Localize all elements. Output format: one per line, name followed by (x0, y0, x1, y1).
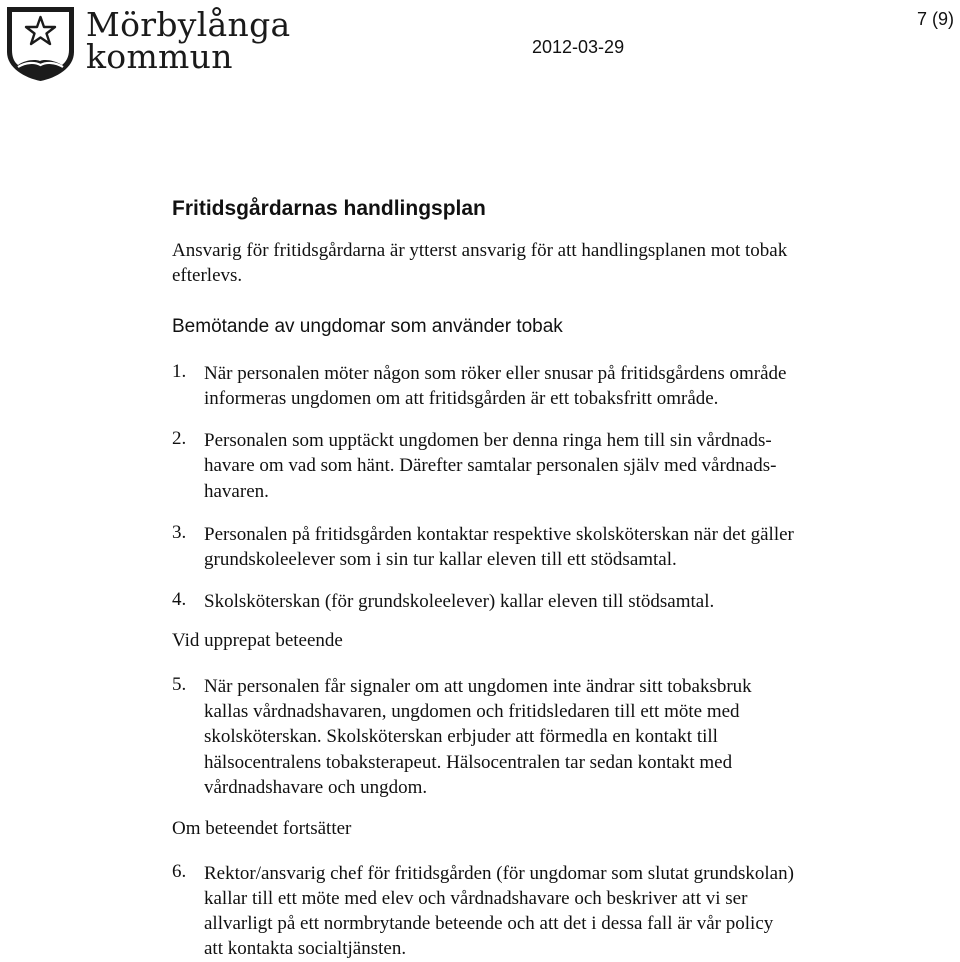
item-line: informeras ungdomen om att fritidsgården är ett tobaksfritt område. (204, 388, 719, 409)
intro-line-1: Ansvarig för fritidsgårdarna är ytterst ansvarig för att handlingsplanen mot tobak (172, 240, 788, 261)
item-line: När personalen får signaler om att ungdomen inte ändrar sitt tobaksbruk (204, 676, 752, 697)
document-title: Fritidsgårdarnas handlingsplan (172, 197, 486, 220)
subheading-repeat: Vid upprepat beteende (172, 630, 343, 651)
coat-of-arms-icon (4, 4, 80, 82)
logo-text-line2: kommun (86, 37, 233, 76)
item-line: Personalen på fritidsgården kontaktar respektive skolsköterskan när det gäller (204, 524, 794, 545)
item-line: skolsköterskan. Skolsköterskan erbjuder att förmedla en kontakt till (204, 726, 718, 747)
item-line: hälsocentralens tobaksterapeut. Hälsocentralen tar sedan kontakt med (204, 752, 733, 773)
item-line: Skolsköterskan (för grundskoleelever) kallar eleven till stödsamtal. (204, 591, 715, 612)
item-number: 3. (172, 522, 187, 543)
item-number: 5. (172, 674, 187, 695)
item-number: 4. (172, 589, 187, 610)
intro-line-2: efterlevs. (172, 265, 243, 286)
item-line: kallas vårdnadshavaren, ungdomen och fritidsledaren till ett möte med (204, 701, 740, 722)
item-line: kallar till ett möte med elev och vårdnadshavare och beskriver att vi ser (204, 888, 748, 909)
item-line: att kontakta socialtjänsten. (204, 938, 407, 959)
item-number: 6. (172, 861, 187, 882)
item-line: När personalen möter någon som röker eller snusar på fritidsgårdens område (204, 363, 787, 384)
item-line: havare om vad som hänt. Därefter samtalar personalen själv med vårdnads- (204, 455, 777, 476)
item-line: Rektor/ansvarig chef för fritidsgården (för ungdomar som slutat grundskolan) (204, 863, 794, 884)
item-line: grundskoleelever som i sin tur kallar eleven till ett stödsamtal. (204, 549, 677, 570)
item-line: allvarligt på ett normbrytande beteende och att det i dessa fall är vår policy (204, 913, 774, 934)
subheading-continue: Om beteendet fortsätter (172, 818, 352, 839)
item-line: vårdnadshavare och ungdom. (204, 777, 428, 798)
municipality-logo (4, 4, 291, 84)
document-date: 2012-03-29 (532, 37, 625, 57)
page-number: 7 (9) (916, 9, 954, 29)
logo-text-line1: Mörbylånga (86, 5, 291, 44)
item-number: 1. (172, 361, 187, 382)
item-line: Personalen som upptäckt ungdomen ber denna ringa hem till sin vårdnads- (204, 430, 772, 451)
item-number: 2. (172, 428, 187, 449)
item-line: havaren. (204, 481, 269, 502)
section-heading: Bemötande av ungdomar som använder tobak (172, 316, 563, 337)
